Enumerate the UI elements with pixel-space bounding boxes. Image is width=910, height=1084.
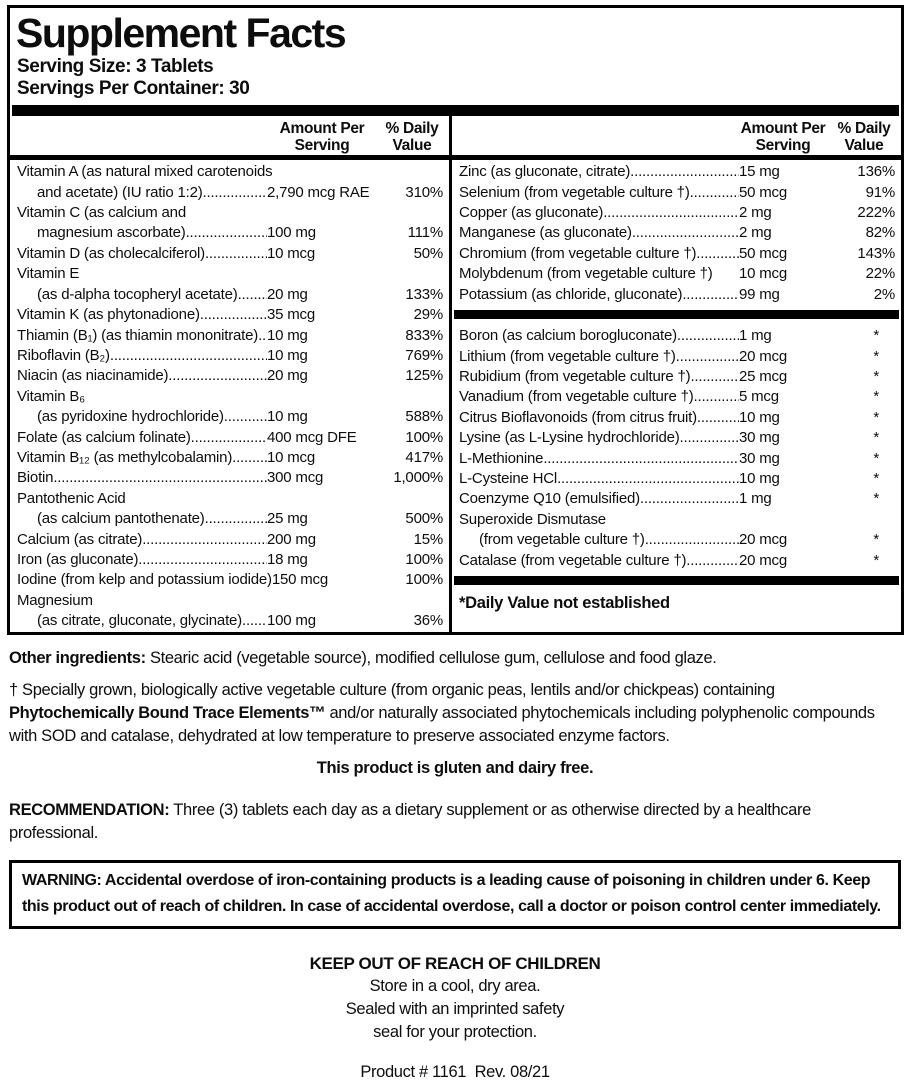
nutrient-dv: * <box>873 531 879 549</box>
nutrient-dv: * <box>873 408 879 426</box>
dagger-footnote <box>9 679 901 748</box>
nutrient-name: Vitamin A (as natural mixed carotenoids <box>17 163 273 181</box>
nutrient-row <box>452 162 901 182</box>
nutrient-amount: 5 mcg <box>739 388 779 406</box>
nutrient-name: Boron (as calcium borogluconate) <box>459 327 677 345</box>
nutrient-amount: 50 mcg <box>739 244 787 262</box>
nutrient-name: Vitamin E <box>17 265 80 283</box>
nutrient-row <box>10 244 449 264</box>
nutrient-row <box>10 570 449 590</box>
nutrient-dv: 833% <box>405 326 443 344</box>
nutrient-name: Magnesium <box>17 591 93 609</box>
nutrient-row <box>452 285 901 305</box>
nutrient-dv: 222% <box>857 204 895 222</box>
other-ingredients-label: Other ingredients: <box>9 648 146 667</box>
nutrient-line <box>452 223 901 243</box>
nutrient-amount: 35 mcg <box>267 306 315 324</box>
nutrient-name: Lithium (from vegetable culture †) <box>459 347 676 365</box>
serving-size-line: Serving Size: 3 Tablets <box>17 56 214 78</box>
dot-leader <box>557 469 739 489</box>
dot-leader <box>645 530 739 550</box>
nutrient-dv: 133% <box>405 285 443 303</box>
nutrient-row <box>452 387 901 407</box>
nutrient-amount: 10 mg <box>739 408 780 426</box>
nutrient-dv: 111% <box>407 224 443 242</box>
nutrient-dv: 769% <box>405 346 443 364</box>
dot-leader <box>200 305 267 325</box>
nutrient-row <box>452 510 901 551</box>
nutrient-amount: 10 mcg <box>739 265 787 283</box>
nutrient-line <box>10 223 449 243</box>
nutrient-amount: 15 mg <box>739 163 780 181</box>
nutrient-amount: 1 mg <box>739 490 772 508</box>
trademark-name: Phytochemically Bound Trace Elements™ <box>9 703 326 722</box>
nutrient-amount: 25 mg <box>267 510 308 528</box>
nutrient-amount: 25 mcg <box>739 367 787 385</box>
daily-value-header: % Daily Value <box>837 120 891 155</box>
nutrient-name: Catalase (from vegetable culture †) <box>459 551 687 569</box>
nutrient-amount: 50 mcg <box>739 183 787 201</box>
nutrient-row <box>10 591 449 632</box>
dot-leader <box>686 551 739 571</box>
nutrient-line <box>452 326 901 346</box>
nutrient-name: Lysine (as L-Lysine hydrochloride) <box>459 429 680 447</box>
nutrient-line <box>452 551 901 571</box>
nutrient-line <box>452 244 901 264</box>
nutrient-amount: 150 mcg <box>271 571 328 589</box>
dot-leader <box>680 428 739 448</box>
gluten-dairy-note: This product is gluten and dairy free. <box>316 758 594 777</box>
nutrient-dv: 29% <box>413 306 443 324</box>
nutrient-row <box>452 489 901 509</box>
dot-leader <box>640 489 739 509</box>
nutrient-row <box>10 530 449 550</box>
amount-per-serving-header: Amount Per Serving <box>740 120 826 155</box>
nutrient-amount: 10 mg <box>267 408 308 426</box>
warning-label: WARNING: <box>22 871 102 889</box>
nutrient-dv: 136% <box>857 163 895 181</box>
nutrient-line <box>452 469 901 489</box>
nutrient-name: Folate (as calcium folinate) <box>17 428 191 446</box>
nutrient-dv: 588% <box>405 408 443 426</box>
nutrient-dv: 1,000% <box>393 469 443 487</box>
nutrient-dv: * <box>873 388 879 406</box>
dot-leader <box>232 448 267 468</box>
nutrient-name: magnesium ascorbate) <box>37 224 186 242</box>
nutrient-line <box>10 611 449 631</box>
nutrient-name: Vitamin C (as calcium and <box>17 204 186 222</box>
nutrient-row <box>10 366 449 386</box>
dot-leader <box>205 244 267 264</box>
nutrient-name: Thiamin (B₁) (as thiamin mononitrate) <box>17 326 259 344</box>
nutrient-name: Manganese (as gluconate) <box>459 224 632 242</box>
nutrient-name: Zinc (as gluconate, citrate) <box>459 163 631 181</box>
nutrient-line <box>10 366 449 386</box>
nutrient-column-right <box>452 116 901 631</box>
nutrient-line <box>10 489 449 509</box>
nutrient-name: (as citrate, gluconate, glycinate) <box>37 612 242 630</box>
nutrient-amount: 300 mcg <box>267 469 324 487</box>
nutrient-name: Riboflavin (B₂) <box>17 346 110 364</box>
nutrient-name: and acetate) (IU ratio 1:2) <box>37 183 203 201</box>
nutrient-dv: 500% <box>405 510 443 528</box>
dot-leader <box>258 326 267 346</box>
nutrient-row <box>10 203 449 244</box>
nutrient-dv: 100% <box>405 550 443 568</box>
warning-box <box>9 860 901 929</box>
top-rule-bar <box>12 105 899 116</box>
dot-leader <box>677 326 739 346</box>
recommendation-value: Three (3) tablets each day as a dietary supplement or as otherwise directed by a healthcare professional. <box>9 800 811 842</box>
nutrient-name: Vitamin K (as phytonadione) <box>17 306 200 324</box>
nutrient-dv: * <box>873 429 879 447</box>
dot-leader <box>697 408 739 428</box>
nutrient-row <box>452 408 901 428</box>
dot-leader <box>543 449 739 469</box>
nutrient-amount: 20 mg <box>267 367 308 385</box>
nutrient-amount: 20 mg <box>267 285 308 303</box>
nutrient-amount: 10 mg <box>739 469 780 487</box>
nutrient-line <box>452 489 901 509</box>
dot-leader <box>696 244 739 264</box>
nutrient-dv: * <box>873 327 879 345</box>
nutrient-dv: * <box>873 449 879 467</box>
nutrient-row <box>10 387 449 428</box>
nutrient-line <box>10 203 449 223</box>
nutrient-line <box>452 203 901 223</box>
nutrient-name: Iron (as gluconate) <box>17 550 139 568</box>
keep-out-heading: KEEP OUT OF REACH OF CHILDREN <box>309 953 601 973</box>
nutrient-row <box>10 305 449 325</box>
nutrient-dv: * <box>873 347 879 365</box>
nutrient-dv: 22% <box>865 265 895 283</box>
nutrient-line <box>452 183 901 203</box>
dot-leader <box>110 346 267 366</box>
nutrient-name: Biotin <box>17 469 54 487</box>
nutrient-dv: 417% <box>405 448 443 466</box>
nutrient-dv: 36% <box>413 612 443 630</box>
nutrient-line <box>452 449 901 469</box>
dot-leader <box>53 468 267 488</box>
nutrient-name: (as pyridoxine hydrochloride) <box>37 408 224 426</box>
nutrient-dv: 15% <box>413 530 443 548</box>
nutrient-name: Niacin (as niacinamide) <box>17 367 169 385</box>
amount-per-serving-header: Amount Per Serving <box>279 120 365 155</box>
nutrient-dv: 50% <box>413 244 443 262</box>
dot-leader <box>630 162 739 182</box>
nutrient-amount: 2 mg <box>739 224 772 242</box>
dot-leader <box>690 367 739 387</box>
nutrient-amount: 30 mg <box>739 449 780 467</box>
nutrient-row <box>452 469 901 489</box>
label-footer <box>0 635 910 1084</box>
nutrient-name: (as calcium pantothenate) <box>37 510 205 528</box>
nutrient-line <box>452 162 901 182</box>
dot-leader <box>142 530 267 550</box>
supplement-facts-page <box>0 5 910 1081</box>
nutrient-row <box>10 448 449 468</box>
nutrient-amount: 1 mg <box>739 327 772 345</box>
nutrient-name: Iodine (from kelp and potassium iodide) <box>17 571 272 589</box>
nutrient-amount: 10 mcg <box>267 244 315 262</box>
nutrient-amount: 10 mg <box>267 346 308 364</box>
dot-leader <box>682 285 739 305</box>
nutrient-amount: 20 mcg <box>739 551 787 569</box>
nutrient-line <box>10 550 449 570</box>
daily-value-header: % Daily Value <box>385 120 439 155</box>
nutrient-line <box>10 264 449 284</box>
nutrient-amount: 100 mg <box>267 224 316 242</box>
nutrient-name: Chromium (from vegetable culture †) <box>459 244 697 262</box>
nutrient-row <box>452 449 901 469</box>
nutrient-name: Citrus Bioflavonoids (from citrus fruit) <box>459 408 697 426</box>
dot-leader <box>203 183 267 203</box>
nutrient-name: Molybdenum (from vegetable culture †) <box>459 265 713 283</box>
nutrient-row <box>452 326 901 346</box>
nutrient-line <box>10 448 449 468</box>
recommendation-text <box>9 799 901 845</box>
nutrient-dv: 100% <box>405 428 443 446</box>
nutrient-name: Vitamin D (as cholecalciferol) <box>17 244 205 262</box>
nutrient-dv: 82% <box>865 224 895 242</box>
nutrient-line <box>10 305 449 325</box>
section-rule-bar <box>454 310 899 319</box>
nutrient-row <box>10 162 449 203</box>
nutrient-name: Vitamin B₁₂ (as methylcobalamin) <box>17 448 233 466</box>
nutrient-line <box>452 285 901 305</box>
storage-note-line: Store in a cool, dry area. <box>369 976 541 995</box>
product-number: Product # 1161 Rev. 08/21 <box>360 1062 550 1081</box>
nutrient-name: L-Methionine <box>459 449 544 467</box>
nutrient-line <box>452 408 901 428</box>
other-ingredients-text <box>9 647 901 670</box>
nutrient-row <box>452 223 901 243</box>
nutrient-name: (from vegetable culture †) <box>479 531 645 549</box>
nutrient-amount: 99 mg <box>739 285 780 303</box>
nutrient-dv: 143% <box>857 244 895 262</box>
nutrient-name: Vitamin B₆ <box>17 387 85 405</box>
nutrient-row <box>10 428 449 448</box>
dot-leader <box>694 387 739 407</box>
nutrient-line <box>10 530 449 550</box>
nutrient-amount: 100 mg <box>267 612 316 630</box>
dot-leader <box>242 611 267 631</box>
nutrient-row <box>10 489 449 530</box>
nutrient-row <box>452 203 901 223</box>
nutrient-line <box>10 509 449 529</box>
dot-leader <box>191 428 267 448</box>
storage-note-line: seal for your protection. <box>373 1022 537 1041</box>
nutrient-table <box>10 116 901 631</box>
nutrient-line <box>10 591 449 611</box>
nutrient-name: Calcium (as citrate) <box>17 530 143 548</box>
nutrient-line <box>10 346 449 366</box>
nutrient-dv: * <box>873 551 879 569</box>
storage-note-line: Sealed with an imprinted safety <box>345 999 565 1018</box>
other-ingredients-value: Stearic acid (vegetable source), modified cellulose gum, cellulose and food glaze. <box>145 648 717 667</box>
dot-leader <box>224 407 267 427</box>
nutrient-row <box>452 264 901 284</box>
nutrient-amount: 10 mcg <box>267 448 315 466</box>
nutrient-line <box>10 407 449 427</box>
nutrient-amount: 30 mg <box>739 429 780 447</box>
nutrient-name: Coenzyme Q10 (emulsified) <box>459 490 640 508</box>
dot-leader <box>676 347 739 367</box>
nutrient-section <box>10 160 449 631</box>
nutrient-amount: 2,790 mcg RAE <box>267 183 370 201</box>
dot-leader <box>168 366 267 386</box>
nutrient-row <box>452 367 901 387</box>
nutrient-line <box>10 183 449 203</box>
nutrient-amount: 2 mg <box>739 204 772 222</box>
nutrient-row <box>10 264 449 305</box>
nutrient-name: Vanadium (from vegetable culture †) <box>459 388 694 406</box>
nutrient-section <box>452 324 901 571</box>
dagger-footnote-prefix: † Specially grown, biologically active vegetable culture (from organic peas, lentils and/or chickpeas) containing <box>9 680 775 699</box>
nutrient-name: (as d-alpha tocopheryl acetate) <box>37 285 238 303</box>
section-rule-bar <box>454 576 899 585</box>
nutrient-line <box>10 326 449 346</box>
nutrient-line <box>10 570 449 590</box>
supplement-facts-label <box>7 5 904 635</box>
nutrient-row <box>452 551 901 571</box>
label-title: Supplement Facts <box>16 10 346 56</box>
servings-per-container-line: Servings Per Container: 30 <box>17 78 250 100</box>
nutrient-name: Superoxide Dismutase <box>459 510 606 528</box>
nutrient-row <box>452 428 901 448</box>
recommendation-label: RECOMMENDATION: <box>9 800 170 819</box>
nutrient-row <box>452 347 901 367</box>
nutrient-row <box>10 326 449 346</box>
nutrient-line <box>452 347 901 367</box>
nutrient-dv: * <box>873 469 879 487</box>
nutrient-amount: 200 mg <box>267 530 316 548</box>
nutrient-line <box>452 264 901 284</box>
nutrient-row <box>452 183 901 203</box>
nutrient-row <box>10 346 449 366</box>
nutrient-column-left <box>10 116 449 631</box>
column-header <box>452 116 901 155</box>
nutrient-line <box>10 244 449 264</box>
nutrient-dv: 91% <box>865 183 895 201</box>
nutrient-section <box>452 160 901 305</box>
nutrient-line <box>10 285 449 305</box>
nutrient-amount: 20 mcg <box>739 531 787 549</box>
warning-value: Accidental overdose of iron-containing products is a leading cause of poisoning in children under 6. Keep this product out of reach of children. In case of accidental overdose, call a doctor or poison control center immediately. <box>22 871 881 915</box>
nutrient-amount: 400 mcg DFE <box>267 428 357 446</box>
nutrient-line <box>10 428 449 448</box>
nutrient-line <box>452 387 901 407</box>
nutrient-line <box>452 510 901 530</box>
nutrient-name: Pantothenic Acid <box>17 489 126 507</box>
nutrient-line <box>10 387 449 407</box>
dot-leader <box>238 285 267 305</box>
dot-leader <box>138 550 267 570</box>
nutrient-dv: 2% <box>873 285 895 303</box>
nutrient-name: L-Cysteine HCl <box>459 469 558 487</box>
nutrient-row <box>452 244 901 264</box>
nutrient-name: Potassium (as chloride, gluconate) <box>459 285 683 303</box>
dot-leader <box>205 509 267 529</box>
nutrient-amount: 18 mg <box>267 550 308 568</box>
nutrient-line <box>452 530 901 550</box>
nutrient-line <box>10 162 449 182</box>
dot-leader <box>632 223 739 243</box>
nutrient-row <box>10 550 449 570</box>
nutrient-dv: 310% <box>405 183 443 201</box>
nutrient-name: Selenium (from vegetable culture †) <box>459 183 690 201</box>
nutrient-row <box>10 468 449 488</box>
dot-leader <box>186 223 267 243</box>
nutrient-dv: * <box>873 367 879 385</box>
nutrient-name: Copper (as gluconate) <box>459 204 604 222</box>
nutrient-line <box>452 367 901 387</box>
dv-footnote: *Daily Value not established <box>459 593 670 612</box>
nutrient-line <box>452 428 901 448</box>
dot-leader <box>603 203 739 223</box>
column-header <box>10 116 449 155</box>
dagger-footnote-suffix: and/or naturally associated phytochemicals including polyphenolic compounds with SOD and catalase, dehydrated at low temperature to preserve associated enzyme factors. <box>9 703 875 745</box>
nutrient-dv: * <box>873 490 879 508</box>
nutrient-amount: 10 mg <box>267 326 308 344</box>
nutrient-amount: 20 mcg <box>739 347 787 365</box>
keep-out-block <box>9 952 901 1044</box>
nutrient-line <box>10 468 449 488</box>
nutrient-dv: 100% <box>405 571 443 589</box>
nutrient-dv: 125% <box>405 367 443 385</box>
nutrient-name: Rubidium (from vegetable culture †) <box>459 367 691 385</box>
dot-leader <box>690 183 739 203</box>
